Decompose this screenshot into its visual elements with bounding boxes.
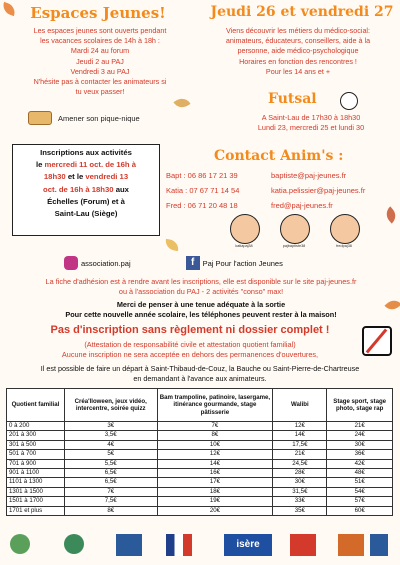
avatars-row (228, 214, 368, 260)
text-line: personne, aide médico-psychologique (237, 46, 359, 56)
table-cell: 12€ (157, 450, 273, 459)
text-line: Lundi 23, mercredi 25 et lundi 30 (257, 123, 365, 132)
attestation-note (20, 340, 360, 360)
no-phone-icon (362, 326, 392, 356)
table-cell: 4€ (64, 440, 157, 449)
contact-row (166, 183, 398, 198)
contact-list (166, 168, 398, 213)
soccer-ball-icon (340, 92, 358, 110)
table-row (7, 487, 393, 496)
table-cell: 5,5€ (64, 459, 157, 468)
table-cell: 33€ (273, 497, 327, 506)
table-row (7, 506, 393, 515)
table-cell: 6,5€ (64, 478, 157, 487)
table-cell: 7€ (64, 487, 157, 496)
text-line: (Attestation de responsabilité civile et attestation quotient familial) (84, 340, 296, 349)
social-links (64, 256, 364, 270)
contact-row (166, 168, 398, 183)
table-cell: 35€ (273, 506, 327, 515)
table-cell: 21€ (327, 422, 393, 431)
column-header: Walibi (273, 389, 327, 422)
table-row (7, 497, 393, 506)
column-header: Créa'lloween, jeux vidéo, intercentre, soirée quizz (64, 389, 157, 422)
text-line: Les espaces jeunes sont ouverts pendant (33, 26, 167, 35)
text-line: A Saint-Lau de 17h30 à 18h30 (261, 113, 361, 122)
text-line: les vacances scolaires de 14h à 18h : (40, 36, 160, 46)
text-line: Il est possible de faire un départ à Saint-Thibaud-de-Couz, la Bauche ou Saint-Pierre-de-Chartreuse (40, 364, 360, 373)
text-span: Saint-Lau (Siège) (54, 209, 118, 219)
partner-logo (64, 534, 84, 554)
espaces-jeunes-text (0, 26, 200, 97)
table-row (7, 450, 393, 459)
table-cell: 5€ (64, 450, 157, 459)
text-span: aux (115, 184, 129, 194)
table-cell: 8€ (64, 506, 157, 515)
table-cell: 16€ (157, 469, 273, 478)
text-span: Inscriptions aux activités (40, 148, 132, 157)
inscriptions-box (12, 144, 160, 236)
contact-phone: Katia : 07 67 71 14 54 (166, 186, 240, 195)
leaf-decoration (1, 2, 18, 16)
text-span: mercredi 11 oct. de 16h à (44, 160, 136, 170)
fiche-adhesion-note (16, 277, 386, 297)
partner-logo (166, 534, 192, 556)
table-cell: 7,5€ (64, 497, 157, 506)
table-cell: 8€ (157, 431, 273, 440)
table-row (7, 459, 393, 468)
column-header: Quotient familial (7, 389, 65, 422)
text-line: ou à l'association du PAJ - 2 activités "conso" max! (118, 287, 284, 296)
table-cell: 501 à 700 (7, 450, 65, 459)
text-line: en demandant à l'avance aux animateurs. (133, 373, 267, 383)
avatar-label: katiapaj38 (235, 244, 253, 248)
partner-logo (338, 534, 364, 556)
text-span: le (35, 160, 43, 170)
table-row (7, 422, 393, 431)
avatar (280, 214, 310, 244)
table-row (7, 431, 393, 440)
leaf-decoration (384, 297, 400, 314)
text-line: Aucune inscription ne sera acceptée en dehors des permanences d'ouvertures, (61, 350, 319, 359)
table-cell: 24€ (327, 431, 393, 440)
table-cell: 7€ (157, 422, 273, 431)
column-header: Bam trampoline, patinoire, lasergame, itinérance gourmande, stage pâtisserie (157, 389, 273, 422)
jeudi-vendredi-title: Jeudi 26 et vendredi 27 (210, 4, 394, 20)
facebook-page[interactable]: Paj Pour l'action Jeunes (202, 258, 283, 268)
table-row (7, 478, 393, 487)
table-cell: 201 à 300 (7, 431, 65, 440)
table-cell: 17€ (157, 478, 273, 487)
instagram-handle[interactable]: association.paj (81, 258, 131, 268)
table-cell: 14€ (273, 431, 327, 440)
contact-title: Contact Anim's : (214, 148, 344, 164)
contact-phone: Fred : 06 71 20 48 18 (166, 201, 238, 210)
partner-logo (116, 534, 142, 556)
table-cell: 54€ (327, 487, 393, 496)
text-line: animateurs, éducateurs, conseillers, aide à la (225, 36, 371, 46)
isere-logo: isère (224, 534, 272, 556)
leaf-decoration (173, 95, 190, 111)
partner-logo (10, 534, 30, 554)
avatar-label: fredpaj38 (336, 244, 352, 248)
text-line: Pour cette nouvelle année scolaire, les téléphones peuvent rester à la maison! (65, 310, 337, 319)
table-cell: 1501 à 1700 (7, 497, 65, 506)
table-cell: 3€ (64, 422, 157, 431)
contact-row (166, 198, 398, 213)
depart-note (4, 364, 396, 383)
text-line: Pour les 14 ans et + (265, 66, 331, 76)
contact-email[interactable]: fred@paj-jeunes.fr (271, 201, 333, 210)
picnic-label: Amener son pique-nique (58, 113, 140, 123)
table-cell: 30€ (327, 440, 393, 449)
facebook-icon: f (186, 256, 200, 270)
text-line: Merci de penser à une tenue adéquate à la sortie (116, 300, 286, 309)
futsal-text (226, 113, 396, 133)
table-cell: 48€ (327, 469, 393, 478)
contact-email[interactable]: baptiste@paj-jeunes.fr (271, 171, 347, 180)
medico-social-text (196, 26, 400, 77)
table-cell: 36€ (327, 450, 393, 459)
table-header-row (7, 389, 393, 422)
table-cell: 19€ (157, 497, 273, 506)
table-cell: 42€ (327, 459, 393, 468)
table-row (7, 469, 393, 478)
table-cell: 31,5€ (273, 487, 327, 496)
table-cell: 1101 à 1300 (7, 478, 65, 487)
instagram-icon (64, 256, 78, 270)
table-cell: 301 à 500 (7, 440, 65, 449)
text-span: oct. de 16h à 18h30 (43, 184, 114, 194)
table-cell: 60€ (327, 506, 393, 515)
merci-note (16, 300, 386, 320)
text-line: Viens découvrir les métiers du médico-social: (225, 26, 371, 35)
text-line: Jeudi 2 au PAJ (76, 56, 124, 66)
futsal-title: Futsal (268, 91, 317, 107)
contact-email[interactable]: katia.pelissier@paj-jeunes.fr (271, 186, 366, 195)
avatar-label: pajbaptiste38 (282, 244, 306, 248)
text-line: Mardi 24 au forum (70, 46, 130, 56)
table-cell: 57€ (327, 497, 393, 506)
table-cell: 10€ (157, 440, 273, 449)
picnic-note (28, 111, 140, 125)
partner-logo (370, 534, 388, 556)
espaces-jeunes-title: Espaces Jeunes! (30, 4, 166, 22)
text-span: et le (67, 172, 84, 182)
table-cell: 24,5€ (273, 459, 327, 468)
table-cell: 6,5€ (64, 469, 157, 478)
text-span: 18h30 (43, 172, 66, 182)
avatar (230, 214, 260, 244)
partner-logo (290, 534, 316, 556)
text-line: Vendredi 3 au PAJ (70, 66, 130, 76)
table-cell: 701 à 900 (7, 459, 65, 468)
table-cell: 14€ (157, 459, 273, 468)
leaf-decoration (164, 239, 180, 251)
table-cell: 30€ (273, 478, 327, 487)
table-cell: 17,5€ (273, 440, 327, 449)
text-line: N'hésite pas à contacter les animateurs si (33, 77, 167, 87)
table-cell: 1701 et plus (7, 506, 65, 515)
table-cell: 20€ (157, 506, 273, 515)
no-inscription-warning: Pas d'inscription sans règlement ni dossier complet ! (50, 324, 330, 336)
avatar (330, 214, 360, 244)
table-cell: 18€ (157, 487, 273, 496)
table-cell: 21€ (273, 450, 327, 459)
text-span: vendredi 13 (85, 172, 129, 182)
text-line: La fiche d'adhésion est à rendre avant les inscriptions, elle est disponible sur le site paj-jeunes.fr (45, 277, 357, 286)
sandwich-icon (28, 111, 52, 125)
text-span: Échelles (Forum) et à (47, 196, 125, 206)
table-cell: 901 à 1100 (7, 469, 65, 478)
table-row (7, 440, 393, 449)
tarifs-table (6, 388, 393, 516)
partner-logos (0, 530, 400, 565)
table-cell: 1301 à 1500 (7, 487, 65, 496)
text-line: tu veux passer! (75, 87, 125, 97)
column-header: Stage sport, stage photo, stage rap (327, 389, 393, 422)
table-cell: 51€ (327, 478, 393, 487)
table-cell: 0 à 200 (7, 422, 65, 431)
text-line: Horaires en fonction des rencontres ! (239, 56, 357, 66)
contact-phone: Bapt : 06 86 17 21 39 (166, 171, 238, 180)
table-cell: 12€ (273, 422, 327, 431)
table-cell: 28€ (273, 469, 327, 478)
table-cell: 3,5€ (64, 431, 157, 440)
